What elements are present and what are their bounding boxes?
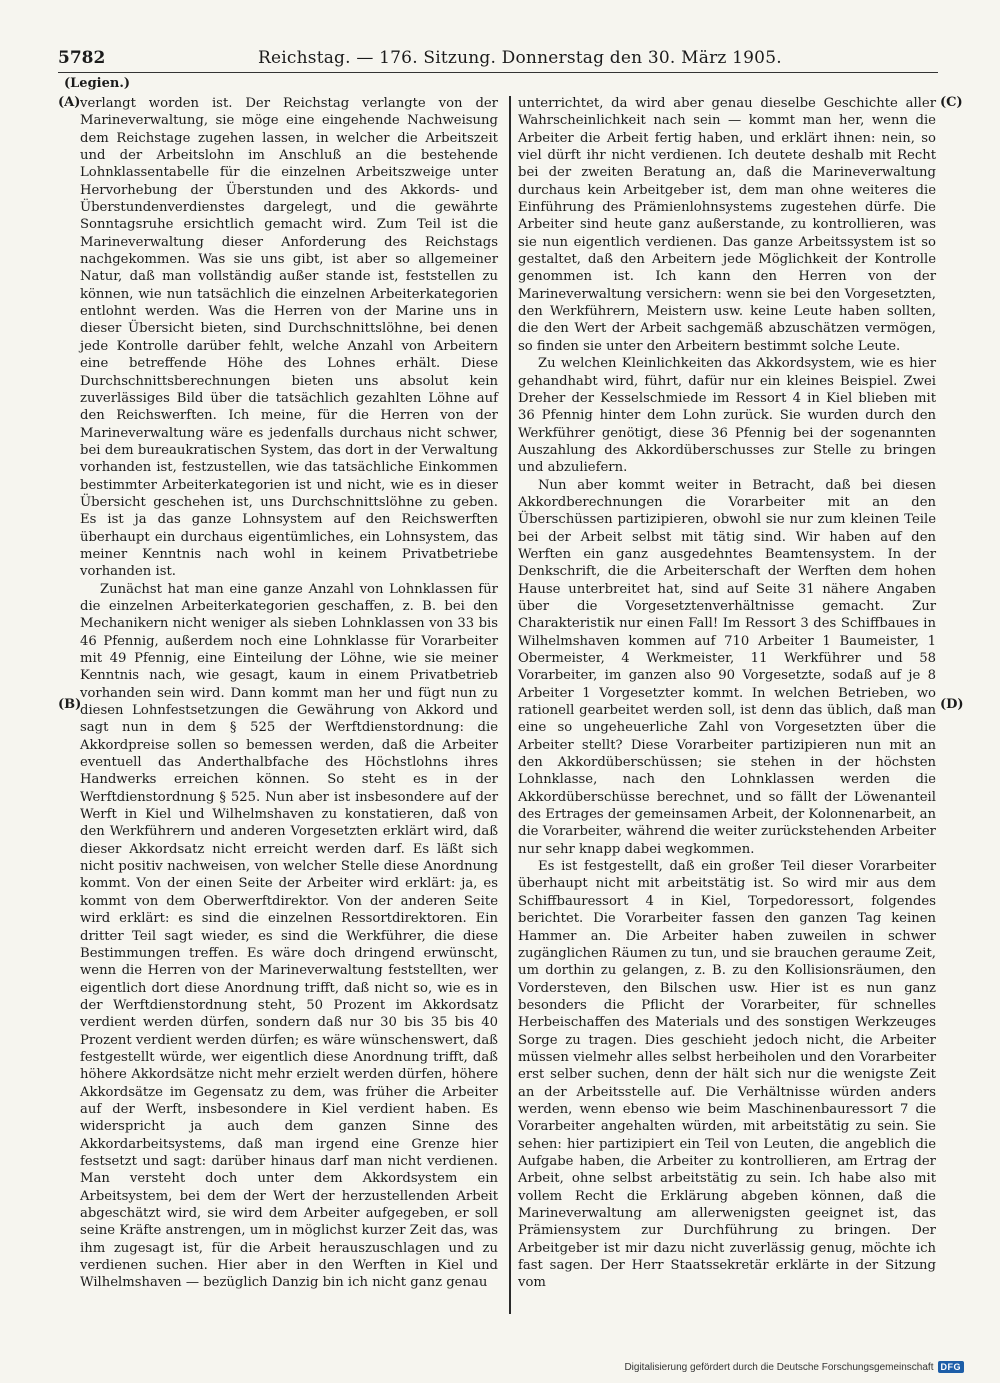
page-number: 5782: [58, 48, 106, 68]
paragraph: Zu welchen Kleinlichkeiten das Akkordsystem, wie es hier gehandhabt wird, führt, dafür nur ein kleines Beispiel. Zwei Dreher der Kesselschmiede im Ressort 4 in Kiel blieben mit 36 Pfennig hinter dem Lohn zurück. Sie wurden durch den Werkführer genötigt, diese 36 Pfennig bei der sogenannten Auszahlung des Akkordüberschusses zur Stelle zu bringen und abzuliefern.: [518, 356, 936, 476]
margin-marker-c: (C): [940, 95, 963, 110]
header-rule: [58, 72, 938, 73]
speaker-label: (Legien.): [64, 76, 130, 91]
margin-marker-a: (A): [58, 95, 81, 110]
right-column: [518, 95, 936, 1292]
footer-credit: [624, 1361, 964, 1373]
paragraph: Es ist festgestellt, daß ein großer Teil dieser Vorarbeiter überhaupt nicht mit arbeitstätig ist. So wird mir aus dem Schiffbauressort 4 in Kiel, Torpedoressort, folgendes berichtet. Die Vorarbeiter fassen den ganzen Tag keinen Hammer an. Die Arbeiter haben zuweilen in schwer zugänglichen Räumen zu tun, und sie brauchen geraume Zeit, um dorthin zu gelangen, z. B. zu den Kollisionsräumen, den Vordersteven, den Bilschen usw. Hier ist es nun ganz besonders die Pflicht der Vorarbeiter, für schnelles Herbeischaffen des Materials und des sonstigen Werkzeuges Sorge zu tragen. Dies geschieht jedoch nicht, die Arbeiter müssen vielmehr alles selbst herbeiholen und den Vorarbeiter erst selber suchen, denn der hält sich nur die wenigste Zeit an der Arbeitsstelle auf. Die Verhältnisse würden anders werden, wenn ebenso wie beim Maschinenbauressort 7 die Vorarbeiter angehalten würden, mit arbeitstätig zu sein. Sie sehen: hier partizipiert ein Teil von Leuten, die angeblich die Aufgabe haben, die Arbeiter zu kontrollieren, am Ertrag der Arbeit, ohne selbst arbeitstätig zu sein. Ich habe also mit vollem Recht die Erklärung abgeben können, daß die Marineverwaltung am allerwenigsten geeignet ist, das Prämiensystem zur Durchführung zu bringen. Der Arbeitgeber ist mir dazu nicht zuverlässig genug, möchte ich fast sagen. Der Herr Staatssekretär erklärte in der Sitzung vom: [518, 859, 936, 1291]
page-header: [58, 48, 936, 72]
footer-credit-text: Digitalisierung gefördert durch die Deutsche Forschungsgemeinschaft: [624, 1361, 934, 1373]
paragraph: unterrichtet, da wird aber genau dieselbe Geschichte aller Wahrscheinlichkeit nach sein — kommt man her, wenn die Arbeiter die Arbeit fertig haben, und erklärt ihnen: nein, so viel dürft ihr nicht verdienen. Ich deutete deshalb mit Recht bei der zweiten Beratung an, daß die Marineverwaltung durchaus kein Arbeitgeber ist, dem man ohne weiteres die Einführung des Prämienlohnsystems zugestehen dürfe. Die Arbeiter sind heute ganz außerstande, zu kontrollieren, was sie nun eigentlich verdienen. Das ganze Arbeitssystem ist so gestaltet, daß den Arbeitern jede Möglichkeit der Kontrolle genommen ist. Ich kann den Herren von der Marineverwaltung versichern: wenn sie bei den Vorgesetzten, den Werkführern, Meistern usw. keine Leute haben sollten, die den Wert der Arbeit sachgemäß abzuschätzen vermögen, so finden sie unter den Arbeitern bestimmt solche Leute.: [518, 96, 936, 354]
margin-marker-d: (D): [940, 697, 964, 712]
running-title: Reichstag. — 176. Sitzung. Donnerstag den 30. März 1905.: [258, 48, 782, 68]
left-column: [80, 95, 498, 1292]
column-divider: [509, 96, 511, 1314]
paragraph: Nun aber kommt weiter in Betracht, daß bei diesen Akkordberechnungen die Vorarbeiter mit an den Überschüssen partizipieren, obwohl sie nur zum kleinen Teile bei der Arbeit selbst mit tätig sind. Wir haben auf den Werften ein ganz ausgedehntes Beamtensystem. In der Denkschrift, die die Arbeiterschaft der Werften dem hohen Hause unterbreitet hat, sind auf Seite 31 nähere Angaben über die Vorgesetztenverhältnisse gemacht. Zur Charakteristik nur einen Fall! Im Ressort 3 des Schiffbaues in Wilhelmshaven kommen auf 710 Arbeiter 1 Baumeister, 1 Obermeister, 4 Werkmeister, 11 Werkführer und 58 Vorarbeiter, im ganzen also 90 Vorgesetzte, sodaß auf je 8 Arbeiter 1 Vorgesetzter kommt. In welchen Betrieben, wo rationell gearbeitet werden soll, ist denn das üblich, daß man eine so ungeheuerliche Zahl von Vorgesetzten über die Arbeiter stellt? Diese Vorarbeiter partizipieren nun mit an den Akkordüberschüssen; sie stehen in der höchsten Lohnklasse, nach den Lohnklassen werden die Akkordüberschüsse berechnet, und so fällt der Löwenanteil des Ertrages der gemeinsamen Arbeit, der Kolonnenarbeit, an die Vorarbeiter, während die weiter zurückstehenden Arbeiter nur sehr knapp dabei wegkommen.: [518, 477, 936, 857]
paragraph: Zunächst hat man eine ganze Anzahl von Lohnklassen für die einzelnen Arbeiterkategorien geschaffen, z. B. bei den Mechanikern nicht weniger als sieben Lohnklassen von 33 bis 46 Pfennig, außerdem noch eine Lohnklasse für Vorarbeiter mit 49 Pfennig, eine Einteilung der Löhne, wie sie meiner Kenntnis nach, wie gesagt, kaum in einem Privatbetrieb vorhanden sein wird. Dann kommt man her und fügt nun zu diesen Lohnfestsetzungen die Gewährung von Akkord und sagt nun in dem § 525 der Werftdienstordnung: die Akkordpreise sollen so bemessen werden, daß die Arbeiter eventuell das Anderthalbfache des Höchstlohns ihres Handwerks erreichen können. So steht es in der Werftdienstordnung § 525. Nun aber ist insbesondere auf der Werft in Kiel und Wilhelmshaven zu konstatieren, daß von den Werkführern und anderen Vorgesetzten erklärt wird, daß dieser Akkordsatz nicht erreicht werden darf. Es läßt sich nicht positiv nachweisen, von welcher Stelle diese Anordnung kommt. Von der einen Seite der Arbeiter wird erklärt: ja, es kommt von dem Oberwerftdirektor. Von der anderen Seite wird erklärt: es sind die einzelnen Ressortdirektoren. Ein dritter Teil sagt wieder, es sind die Werkführer, die diese Bestimmungen treffen. Es wäre doch dringend erwünscht, wenn die Herren von der Marineverwaltung feststellten, wer eigentlich dort diese Anordnung trifft, daß nicht so, wie es in der Werftdienstordnung steht, 50 Prozent im Akkordsatz verdient werden dürfen, sondern daß nur 30 bis 35 bis 40 Prozent verdient werden dürfen; es wäre wünschenswert, daß festgestellt würde, wer eigentlich diese Anordnung trifft, daß höhere Akkordsätze nicht mehr erzielt werden dürfen, höhere Akkordsätze im Gegensatz zu dem, was früher die Arbeiter auf der Werft, insbesondere in Kiel verdient haben. Es widerspricht ja auch dem ganzen Sinne des Akkordarbeitsystems, daß man irgend eine Grenze hier festsetzt und sagt: darüber hinaus darf man nicht verdienen. Man versteht doch unter dem Akkordsystem ein Arbeitsystem, bei dem der Wert der herzustellenden Arbeit abgeschätzt wird, sie wird dem Arbeiter aufgegeben, er soll seine Kräfte anstrengen, um in möglichst kurzer Zeit das, was ihm zugesagt ist, für die Arbeit herauszuschlagen und zu verdienen suchen. Hier aber in den Werften in Kiel und Wilhelmshaven — bezüglich Danzig bin ich nicht ganz genau: [80, 581, 498, 1291]
margin-marker-b: (B): [58, 697, 82, 712]
dfg-logo: DFG: [938, 1361, 965, 1373]
paragraph: verlangt worden ist. Der Reichstag verlangte von der Marineverwaltung, sie möge eine eingehende Nachweisung dem Reichstage zugehen lassen, in welcher die Arbeitszeit und der Arbeitslohn im Anschluß an die bestehende Lohnklassentabelle für die einzelnen Arbeitszweige unter Hervorhebung der Überstunden und des Akkords- und Überstundenverdienstes dargelegt, und die gewährte Sonntagsruhe ersichtlich gemacht wird. Zum Teil ist die Marineverwaltung dieser Anforderung des Reichstags nachgekommen. Was sie uns gibt, ist aber so allgemeiner Natur, daß man vollständig außer stande ist, feststellen zu können, wie nun tatsächlich die einzelnen Arbeiterkategorien entlohnt werden. Was die Herren von der Marine uns in dieser Übersicht bieten, sind Durchschnittslöhne, bei denen jede Kontrolle darüber fehlt, welche Anzahl von Arbeitern eine betreffende Höhe des Lohnes erhält. Diese Durchschnittsberechnungen bieten uns absolut kein zuverlässiges Bild über die tatsächlich gezahlten Löhne auf den Reichswerften. Ich meine, für die Herren von der Marineverwaltung wäre es jedenfalls durchaus nicht schwer, bei dem bureaukratischen System, das dort in der Verwaltung vorhanden ist, festzustellen, wie das tatsächliche Einkommen bestimmter Arbeiterkategorien ist und nicht, wie es in dieser Übersicht geschehen ist, uns Durchschnittslöhne zu geben. Es ist ja das ganze Lohnsystem auf den Reichswerften überhaupt ein durchaus eigentümliches, ein Lohnsystem, das meiner Kenntnis nach wohl in keinem Privatbetriebe vorhanden ist.: [80, 96, 498, 580]
